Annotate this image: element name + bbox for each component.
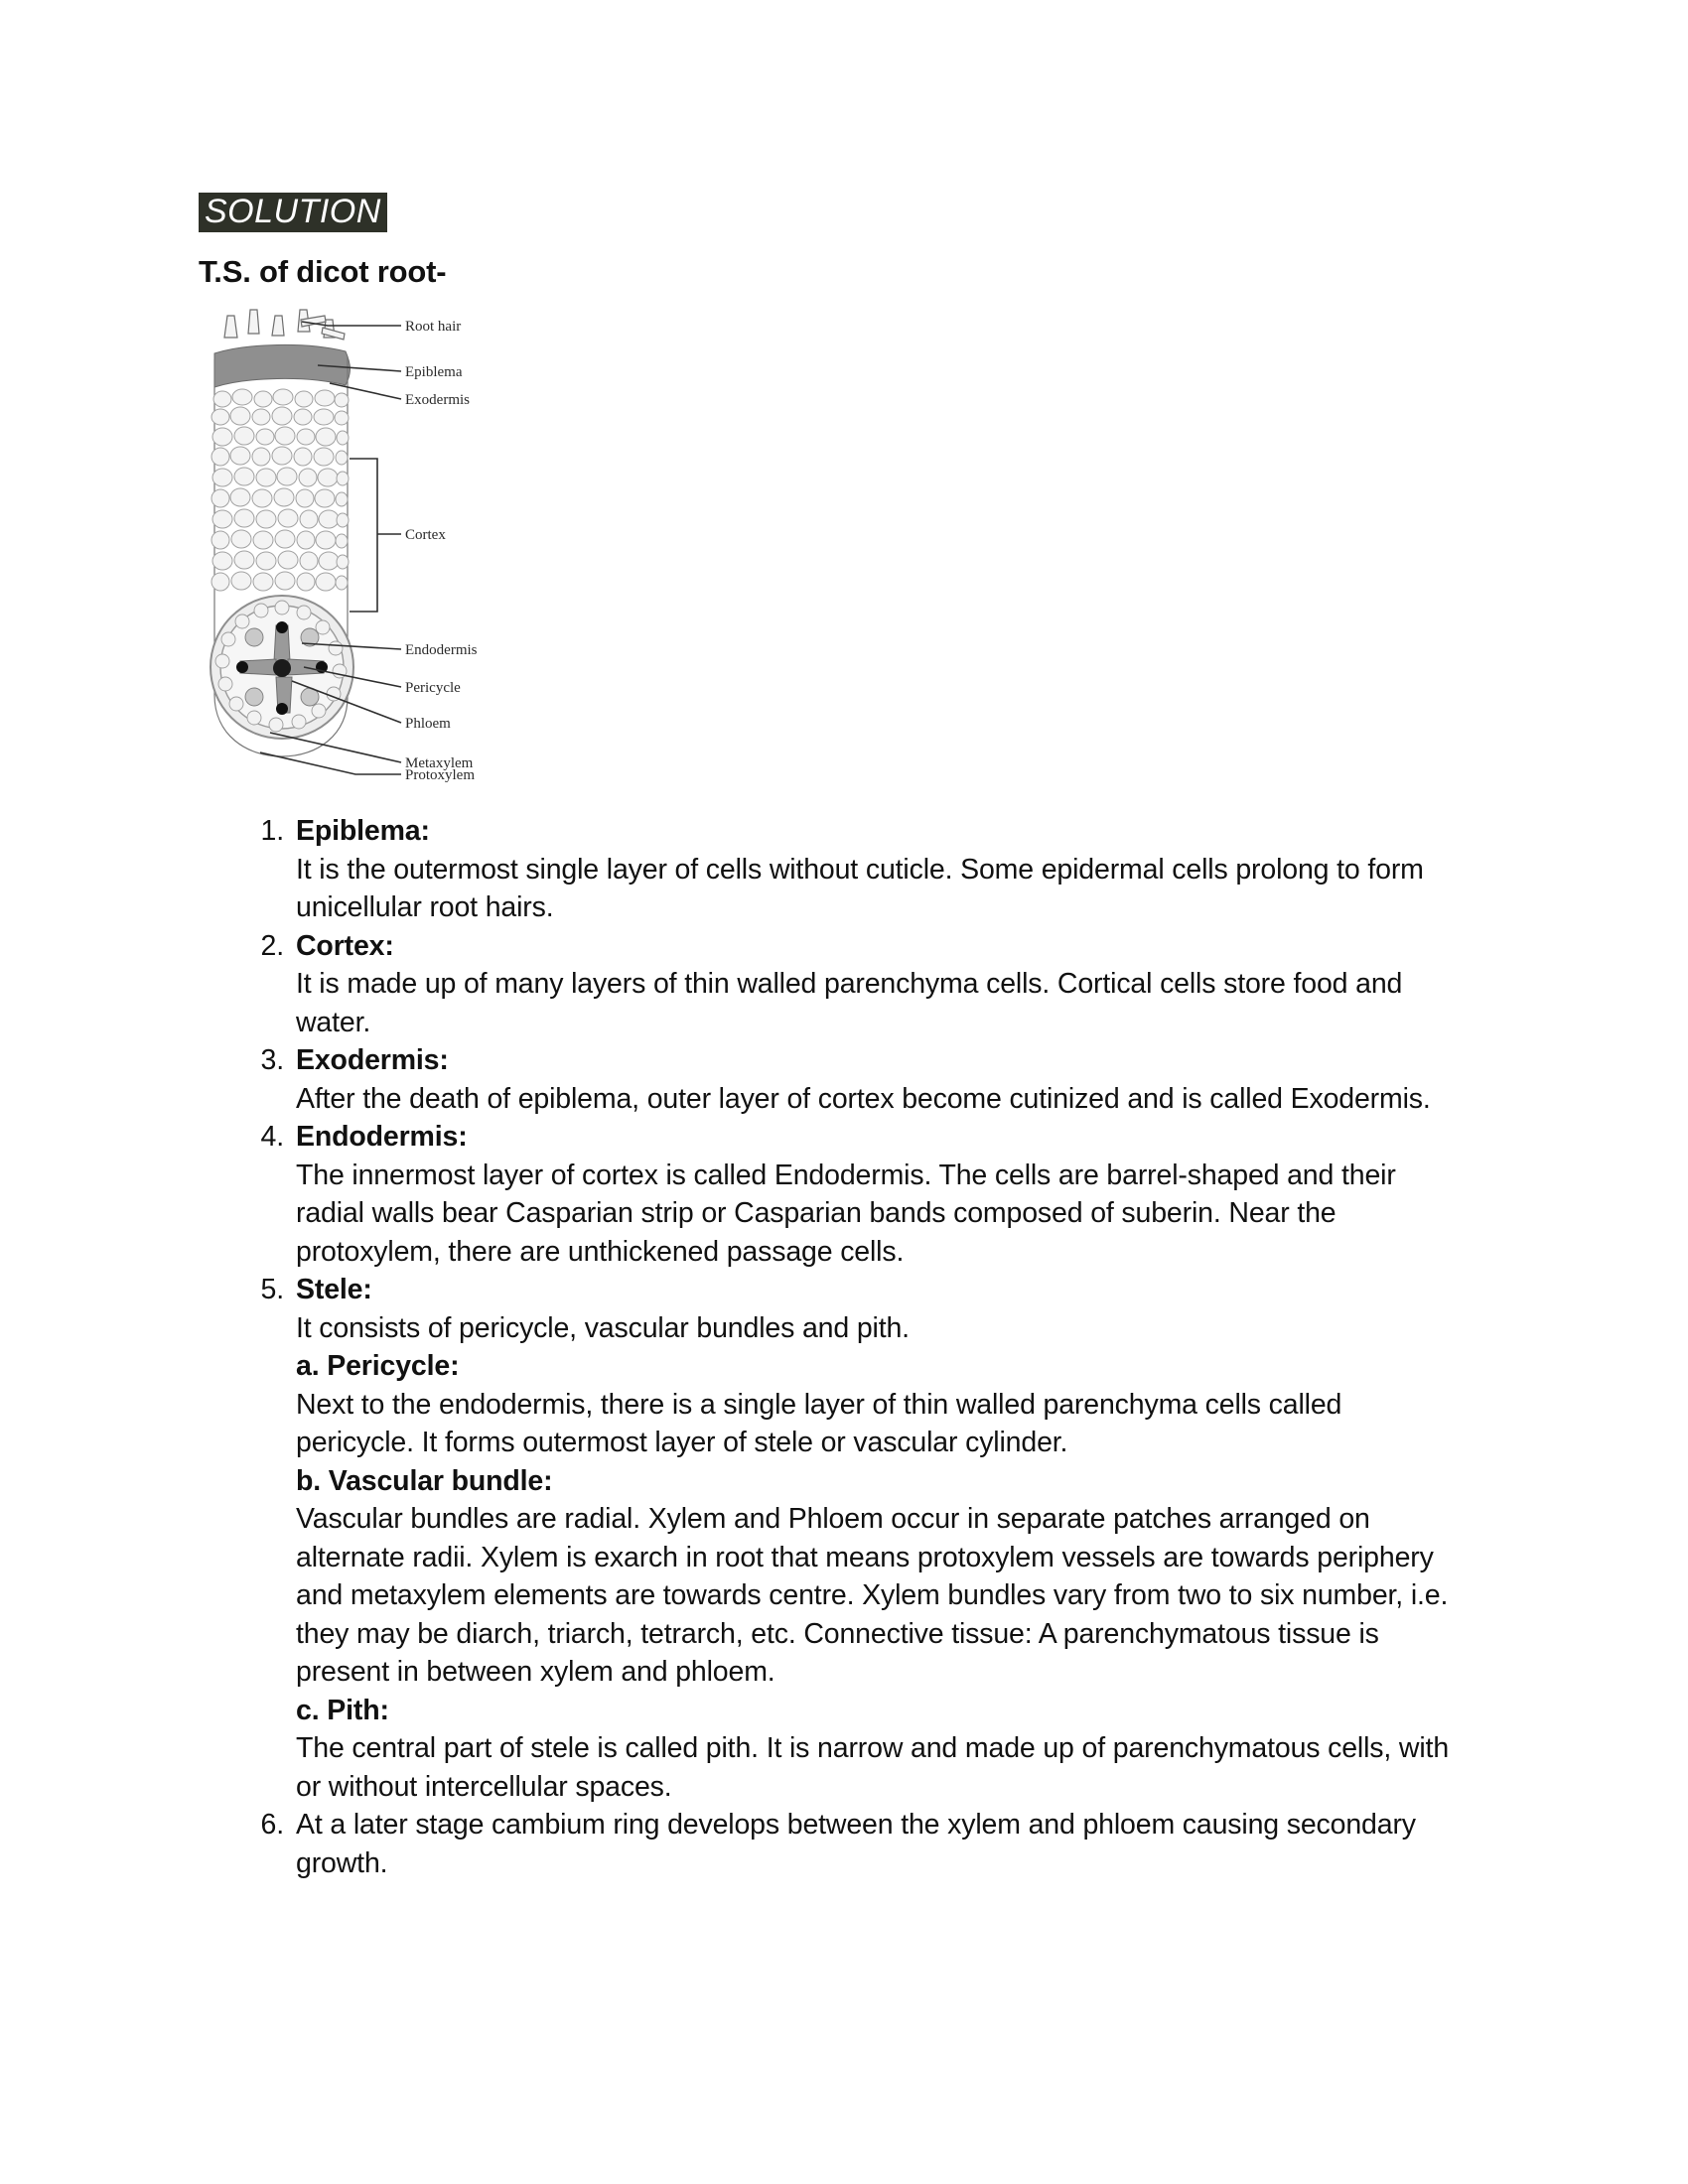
figure-label-cortex: Cortex: [405, 527, 446, 543]
list-item: [238, 1806, 1455, 1882]
list-item-body: After the death of epiblema, outer layer of cortex become cutinized and is called Exodermis.: [296, 1082, 1431, 1115]
list-item-body: It is the outermost single layer of cells without cuticle. Some epidermal cells prolong to form unicellular root hairs.: [296, 853, 1424, 923]
figure-label-protoxylem: Protoxylem: [405, 767, 475, 783]
list-item-term: Cortex:: [296, 929, 394, 962]
figure-label-endodermis: Endodermis: [405, 642, 478, 658]
sublist-item-term: c. Pith:: [296, 1694, 389, 1726]
figure-label-exodermis: Exodermis: [405, 392, 470, 408]
list-marker: 4.: [260, 1121, 284, 1153]
sublist-item-body: The central part of stele is called pith. It is narrow and made up of parenchymatous cells, with or without intercellular spaces.: [296, 1732, 1450, 1803]
cortex-cells: [211, 389, 349, 591]
sublist-item-term: a. Pericycle:: [296, 1350, 460, 1382]
figure-label-texts: [405, 319, 478, 783]
list-item-term: Epiblema:: [296, 815, 430, 847]
list-item: [238, 1041, 1455, 1118]
ts-dicot-root-figure: [207, 308, 633, 784]
list-item-body: It is made up of many layers of thin walled parenchyma cells. Cortical cells store food and water.: [296, 968, 1403, 1038]
figure-label-epiblema: Epiblema: [405, 364, 463, 380]
list-item-body: It consists of pericycle, vascular bundles and pith.: [296, 1311, 910, 1344]
answer-list: [238, 812, 1455, 1882]
sublist-item-body: Next to the endodermis, there is a single layer of thin walled parenchyma cells called pericycle. It forms outermost layer of stele or vascular cylinder.: [296, 1388, 1342, 1458]
root-hair-shapes: [224, 310, 345, 340]
solution-banner-label: SOLUTION: [205, 193, 381, 230]
list-item: [238, 1118, 1455, 1271]
figure-label-phloem: Phloem: [405, 716, 451, 732]
list-item: [238, 812, 1455, 927]
list-item-body: The innermost layer of cortex is called Endodermis. The cells are barrel-shaped and their radial walls bear Casparian strip or Casparian bands composed of suberin. Near the protoxylem, there are unthickened passage cells.: [296, 1159, 1396, 1268]
list-item: [238, 927, 1455, 1042]
list-item-term: Stele:: [296, 1274, 372, 1305]
list-item-term: Endodermis:: [296, 1121, 468, 1153]
solution-banner: [199, 193, 387, 232]
figure-label-metaxylem: Metaxylem: [405, 755, 474, 771]
page-title: T.S. of dicot root-: [199, 254, 447, 289]
metaxylem-center: [273, 659, 291, 677]
list-marker: 3.: [260, 1044, 284, 1076]
list-item-body: At a later stage cambium ring develops between the xylem and phloem causing secondary growth.: [296, 1809, 1416, 1879]
list-marker: 6.: [260, 1809, 284, 1841]
list-marker: 5.: [260, 1274, 284, 1305]
figure-label-root-hair: Root hair: [405, 319, 462, 335]
stele-region: [211, 596, 353, 739]
figure-label-pericycle: Pericycle: [405, 680, 461, 696]
list-item-term: Exodermis:: [296, 1044, 449, 1076]
list-marker: 1.: [260, 815, 284, 847]
list-marker: 2.: [260, 929, 284, 962]
sublist-item-body: Vascular bundles are radial. Xylem and Phloem occur in separate patches arranged on alternate radii. Xylem is exarch in root that means protoxylem vessels are towards periphery and metaxylem elements are towards centre. Xylem bundles vary from two to six number, i.e. they may be diarch, triarch, tetrarch, etc. Connective tissue: A parenchymatous tissue is present in between xylem and phloem.: [296, 1503, 1449, 1688]
list-item: [238, 1271, 1455, 1806]
sublist-item-term: b. Vascular bundle:: [296, 1464, 553, 1497]
